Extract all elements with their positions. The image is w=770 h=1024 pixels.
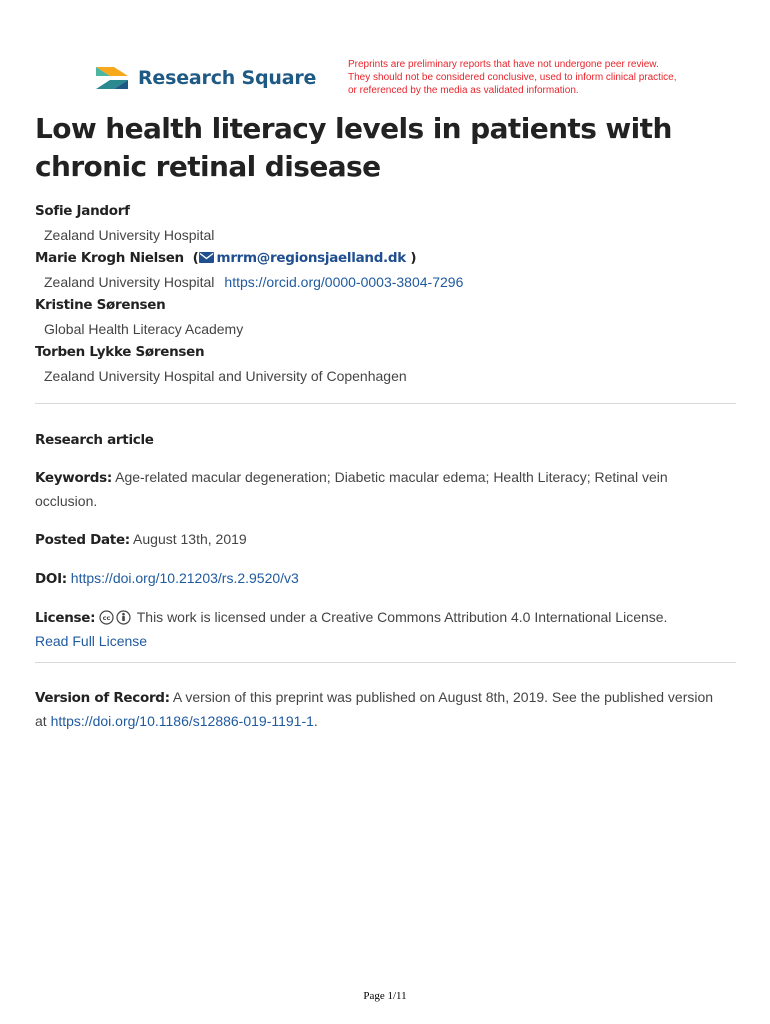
- article-type: [35, 428, 725, 452]
- section-divider: [35, 403, 736, 404]
- version-of-record-end: .: [313, 713, 318, 729]
- author-name: Sofie Jandorf: [35, 203, 130, 219]
- article-type-label: Research article: [35, 432, 154, 448]
- doi-link[interactable]: https://doi.org/10.21203/rs.2.9520/v3: [70, 570, 299, 586]
- mail-icon: [199, 252, 214, 263]
- logo-mark-icon: [94, 63, 130, 93]
- author-name: Marie Krogh Nielsen: [35, 250, 184, 266]
- attribution-icon: [116, 610, 131, 625]
- author-affiliation: Zealand University Hospital: [44, 227, 215, 243]
- author-email-link[interactable]: [199, 250, 406, 266]
- author-name: Torben Lykke Sørensen: [35, 344, 205, 360]
- version-of-record-label: Version of Record:: [35, 690, 170, 706]
- license-text: This work is licensed under a Creative Commons Attribution 4.0 International License.: [136, 609, 668, 625]
- doi-label: DOI:: [35, 571, 67, 587]
- posted-date: [35, 528, 725, 552]
- posted-date-label: Posted Date:: [35, 532, 130, 548]
- author-entry: [35, 200, 735, 247]
- keywords-label: Keywords:: [35, 470, 112, 486]
- read-full-license-link[interactable]: Read Full License: [35, 633, 148, 649]
- doi: [35, 567, 725, 591]
- author-entry: [35, 247, 735, 294]
- published-version-link[interactable]: https://doi.org/10.1186/s12886-019-1191-1: [50, 713, 314, 729]
- page-number: Page 1/11: [363, 990, 407, 1002]
- license-label: License:: [35, 610, 96, 626]
- posted-date-value: August 13th, 2019: [133, 531, 247, 547]
- svg-text:cc: cc: [102, 614, 111, 622]
- author-list: [35, 200, 735, 388]
- author-affiliation: Global Health Literacy Academy: [44, 321, 244, 337]
- keywords: [35, 466, 725, 513]
- disclaimer-line: Preprints are preliminary reports that have not undergone peer review.: [348, 59, 659, 70]
- version-of-record: [35, 686, 725, 733]
- author-email: mrrm@regionsjaelland.dk: [216, 250, 406, 266]
- keywords-value: Age-related macular degeneration; Diabetic macular edema; Health Literacy; Retinal vein occlusion.: [35, 469, 668, 509]
- author-affiliation: Zealand University Hospital and University of Copenhagen: [44, 368, 407, 384]
- author-entry: [35, 294, 735, 341]
- version-of-record-text: A version of this preprint was published on August 8th, 2019. See the published version at: [35, 689, 714, 729]
- research-square-logo[interactable]: [94, 62, 316, 94]
- author-affiliation-line: [35, 270, 735, 294]
- cc-icon: [99, 610, 114, 625]
- author-affiliation: Zealand University Hospital: [44, 274, 215, 290]
- brand-name: Research Square: [138, 67, 317, 89]
- orcid-link[interactable]: https://orcid.org/0000-0003-3804-7296: [224, 274, 464, 290]
- disclaimer-line: They should not be considered conclusive, used to inform clinical practice,: [348, 72, 677, 83]
- section-divider: [35, 662, 736, 663]
- author-name-line: Marie Krogh Nielsen ( mrrm@regionsjaelland.dk ): [35, 250, 417, 266]
- preprint-disclaimer: [348, 58, 708, 97]
- disclaimer-line: or referenced by the media as validated information.: [348, 85, 579, 96]
- author-name: Kristine Sørensen: [35, 297, 166, 313]
- author-entry: [35, 341, 735, 388]
- license: [35, 606, 725, 653]
- article-title: Low health literacy levels in patients with chronic retinal disease: [35, 112, 672, 183]
